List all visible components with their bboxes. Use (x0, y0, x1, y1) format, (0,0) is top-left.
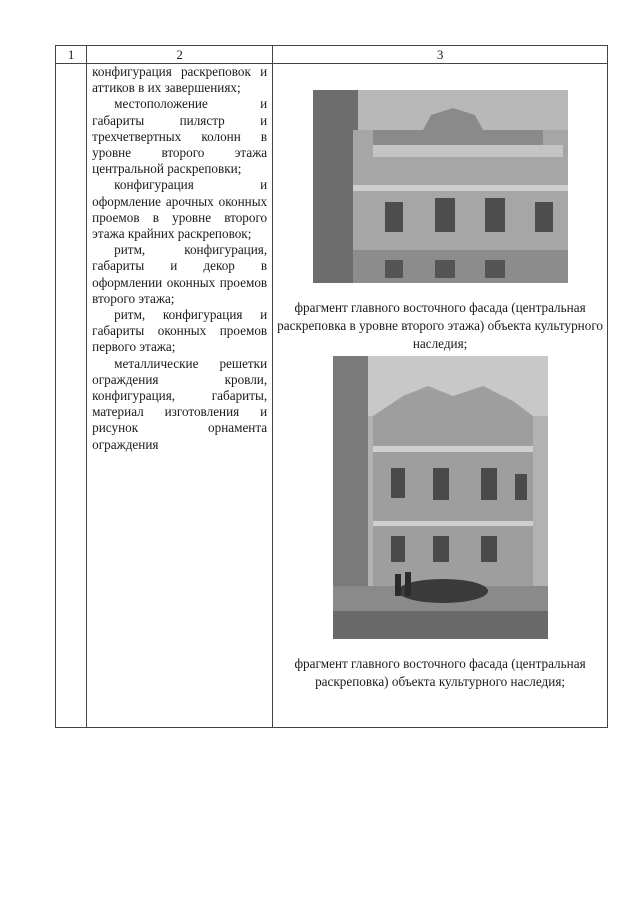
number-cell (56, 64, 87, 728)
description-item: местоположение и габариты пилястр и трехчетвертных колонн в уровне второго этажа центральной раскреповки; (92, 96, 268, 177)
images-cell (273, 64, 608, 728)
photo-caption-upper: фрагмент главного восточного фасада (центральная раскреповка в уровне второго этажа) объекта культурного наследия; (277, 300, 603, 351)
description-item: металлические решетки ограждения кровли, конфигурация, габариты, материал изготовления и рисунок орнамента ограждения (92, 355, 268, 452)
facade-photo-lower (333, 356, 548, 639)
description-cell (87, 64, 273, 728)
header-col-2: 2 (87, 46, 273, 64)
facade-photo-upper (313, 90, 568, 283)
description-item: конфигурация и оформление арочных оконных проемов в уровне второго этажа крайних раскреповок; (92, 177, 268, 242)
content-row (56, 64, 608, 728)
description-item: ритм, конфигурация, габариты и декор в оформлении оконных проемов второго этажа; (92, 242, 268, 306)
description-item: конфигурация раскреповок и аттиков в их завершениях; (92, 64, 268, 96)
photo-caption-lower: фрагмент главного восточного фасада (центральная раскреповка) объекта культурного наследия; (294, 656, 586, 689)
header-row (56, 46, 608, 64)
header-col-3: 3 (273, 46, 608, 64)
header-col-1: 1 (56, 46, 87, 64)
description-item: ритм, конфигурация и габариты оконных проемов первого этажа; (92, 307, 268, 355)
document-table (55, 45, 608, 728)
